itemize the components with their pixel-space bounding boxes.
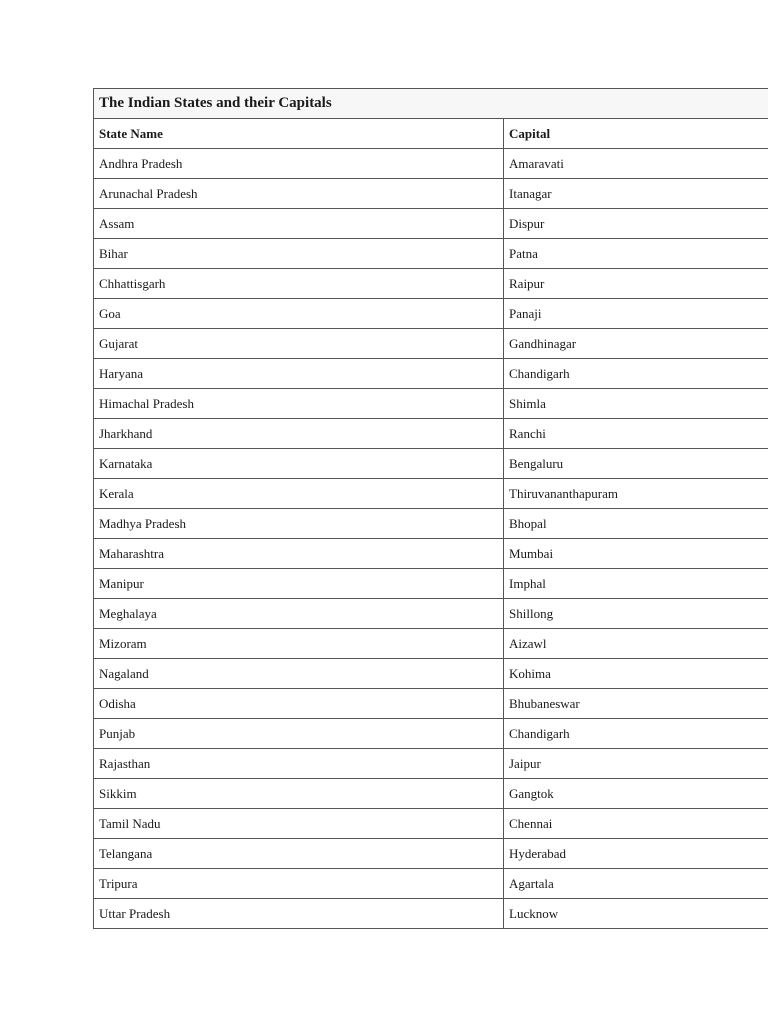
table-title: The Indian States and their Capitals <box>94 89 768 119</box>
capital-cell: Ranchi <box>504 419 768 449</box>
capital-cell: Patna <box>504 239 768 269</box>
capital-cell: Thiruvananthapuram <box>504 479 768 509</box>
table-row <box>94 299 768 329</box>
state-name-cell: Goa <box>94 299 504 329</box>
header-state-name: State Name <box>94 119 504 149</box>
state-name-cell: Arunachal Pradesh <box>94 179 504 209</box>
capital-cell: Imphal <box>504 569 768 599</box>
capital-cell: Kohima <box>504 659 768 689</box>
capital-cell: Gandhinagar <box>504 329 768 359</box>
table-row <box>94 689 768 719</box>
state-name-cell: Haryana <box>94 359 504 389</box>
capital-cell: Shillong <box>504 599 768 629</box>
capital-cell: Hyderabad <box>504 839 768 869</box>
table-row <box>94 809 768 839</box>
capital-cell: Lucknow <box>504 899 768 929</box>
capital-cell: Shimla <box>504 389 768 419</box>
state-name-cell: Himachal Pradesh <box>94 389 504 419</box>
table-row <box>94 509 768 539</box>
state-name-cell: Maharashtra <box>94 539 504 569</box>
capital-cell: Raipur <box>504 269 768 299</box>
capital-cell: Chandigarh <box>504 719 768 749</box>
state-name-cell: Assam <box>94 209 504 239</box>
state-name-cell: Kerala <box>94 479 504 509</box>
table-row <box>94 269 768 299</box>
table-row <box>94 899 768 929</box>
table-row <box>94 209 768 239</box>
capital-cell: Jaipur <box>504 749 768 779</box>
table-body <box>94 149 768 929</box>
table-row <box>94 239 768 269</box>
table-row <box>94 149 768 179</box>
table-row <box>94 869 768 899</box>
table-row <box>94 479 768 509</box>
capital-cell: Bengaluru <box>504 449 768 479</box>
table-row <box>94 659 768 689</box>
capital-cell: Dispur <box>504 209 768 239</box>
state-name-cell: Uttar Pradesh <box>94 899 504 929</box>
state-name-cell: Odisha <box>94 689 504 719</box>
table-row <box>94 359 768 389</box>
table-row <box>94 629 768 659</box>
state-name-cell: Tamil Nadu <box>94 809 504 839</box>
table-row <box>94 839 768 869</box>
table-row <box>94 539 768 569</box>
state-name-cell: Mizoram <box>94 629 504 659</box>
state-name-cell: Jharkhand <box>94 419 504 449</box>
table-row <box>94 389 768 419</box>
state-name-cell: Sikkim <box>94 779 504 809</box>
states-capitals-table <box>93 88 768 929</box>
state-name-cell: Meghalaya <box>94 599 504 629</box>
table-row <box>94 449 768 479</box>
capital-cell: Bhopal <box>504 509 768 539</box>
state-name-cell: Bihar <box>94 239 504 269</box>
capital-cell: Mumbai <box>504 539 768 569</box>
table-header-row <box>94 119 768 149</box>
capital-cell: Agartala <box>504 869 768 899</box>
table-row <box>94 419 768 449</box>
state-name-cell: Andhra Pradesh <box>94 149 504 179</box>
state-name-cell: Tripura <box>94 869 504 899</box>
capital-cell: Gangtok <box>504 779 768 809</box>
state-name-cell: Nagaland <box>94 659 504 689</box>
state-name-cell: Madhya Pradesh <box>94 509 504 539</box>
table-row <box>94 779 768 809</box>
table-row <box>94 719 768 749</box>
capital-cell: Amaravati <box>504 149 768 179</box>
state-name-cell: Gujarat <box>94 329 504 359</box>
table-row <box>94 569 768 599</box>
capital-cell: Panaji <box>504 299 768 329</box>
table-row <box>94 749 768 779</box>
table-row <box>94 179 768 209</box>
header-capital: Capital <box>504 119 768 149</box>
state-name-cell: Manipur <box>94 569 504 599</box>
table-title-row <box>94 89 768 119</box>
capital-cell: Bhubaneswar <box>504 689 768 719</box>
state-name-cell: Telangana <box>94 839 504 869</box>
state-name-cell: Chhattisgarh <box>94 269 504 299</box>
capital-cell: Chennai <box>504 809 768 839</box>
table-row <box>94 329 768 359</box>
table-row <box>94 599 768 629</box>
capital-cell: Itanagar <box>504 179 768 209</box>
capital-cell: Chandigarh <box>504 359 768 389</box>
state-name-cell: Punjab <box>94 719 504 749</box>
state-name-cell: Karnataka <box>94 449 504 479</box>
capital-cell: Aizawl <box>504 629 768 659</box>
state-name-cell: Rajasthan <box>94 749 504 779</box>
